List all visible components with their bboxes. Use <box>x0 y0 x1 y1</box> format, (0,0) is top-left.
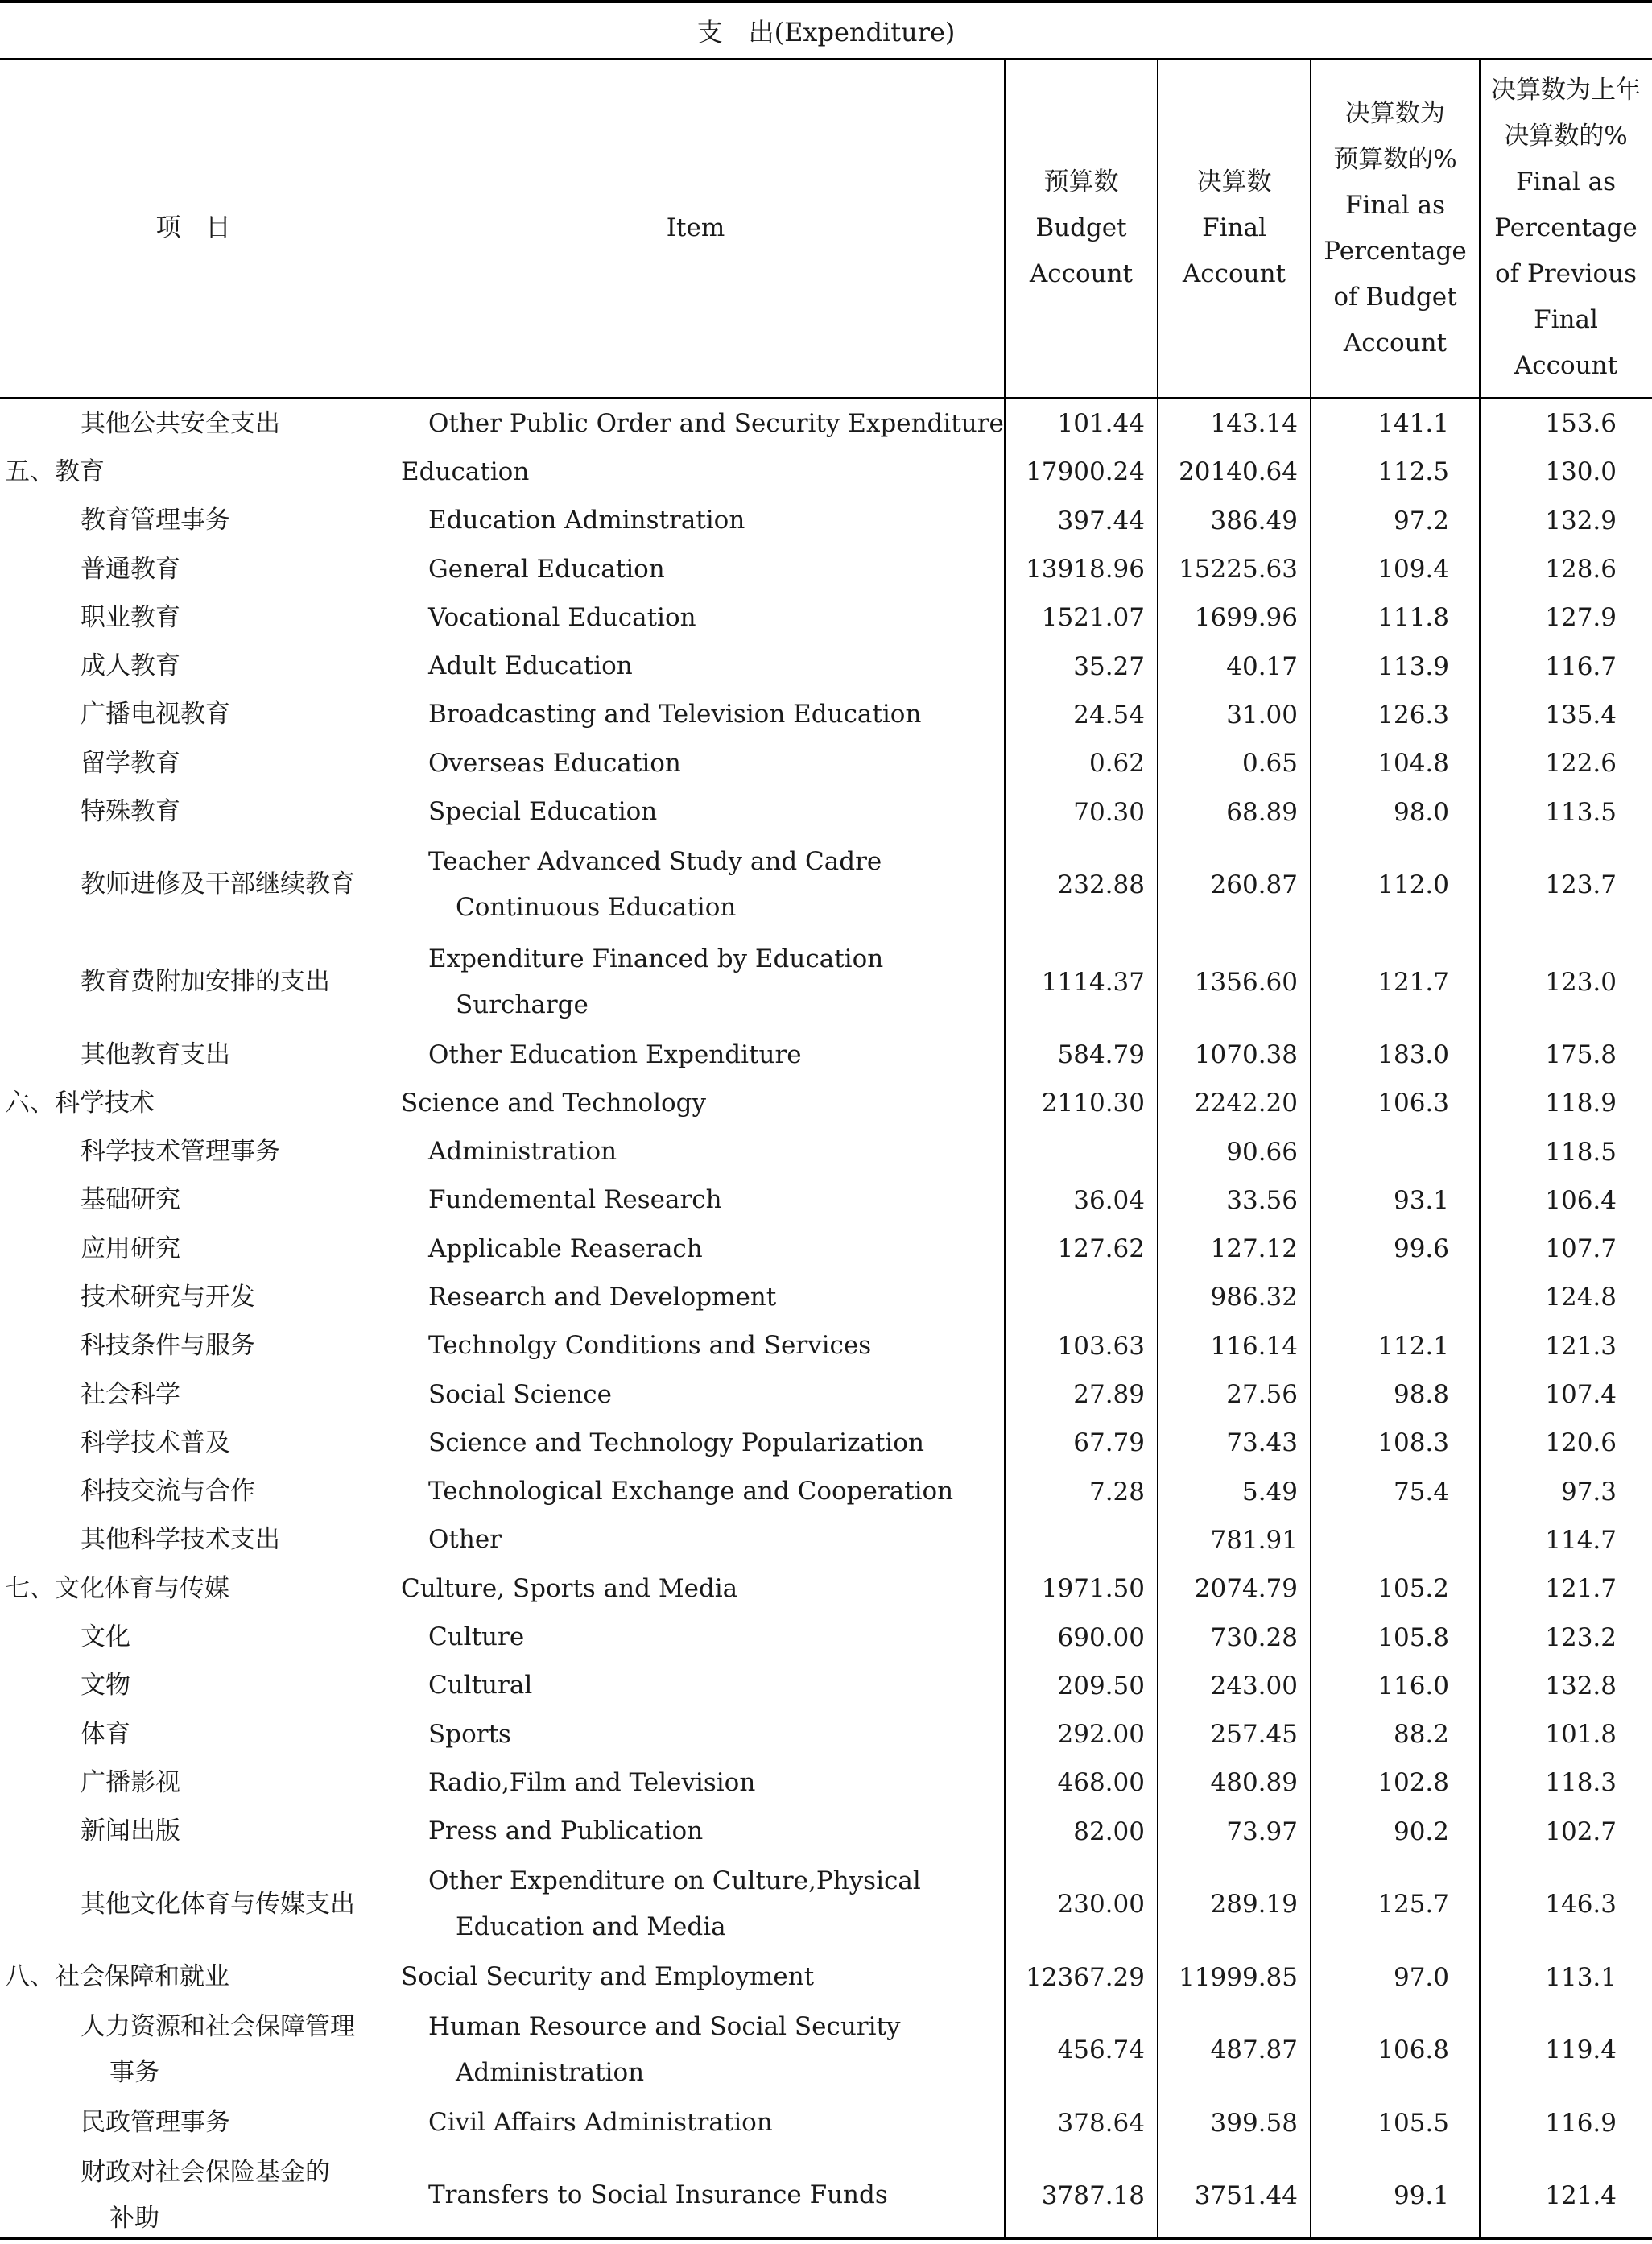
item-en-text: Radio,Film and Television <box>428 1767 756 1797</box>
item-en-text: Education Adminstration <box>428 506 745 535</box>
cell-final: 1070.38 <box>1194 1040 1298 1069</box>
item-en-text: Science and Technology <box>401 1088 707 1118</box>
item-en-text: Administration <box>456 2058 645 2088</box>
cell-pct-budget: 88.2 <box>1393 1720 1449 1750</box>
item-en-text: Culture <box>428 1622 525 1652</box>
cell-item-en <box>386 448 1019 496</box>
cell-pct-budget <box>1311 1516 1480 1564</box>
cell-pct-budget: 102.8 <box>1377 1768 1449 1798</box>
cell-budget: 82.00 <box>1073 1816 1145 1846</box>
cell-final: 243.00 <box>1210 1671 1298 1701</box>
item-cn-text: 技术研究与开发 <box>81 1282 255 1312</box>
cell-budget: 292.00 <box>1057 1720 1145 1750</box>
cell-budget: 209.50 <box>1057 1671 1145 1701</box>
item-en-text: Expenditure Financed by Education <box>428 944 884 973</box>
cell-pct-prev: 121.4 <box>1545 2180 1617 2210</box>
cell-budget: 36.04 <box>1073 1185 1145 1215</box>
table-row <box>0 593 1652 642</box>
cell-pct-budget: 105.2 <box>1377 1574 1449 1604</box>
cell-budget: 13918.96 <box>1026 555 1145 585</box>
cell-pct-budget: 106.8 <box>1377 2035 1449 2065</box>
cell-pct-prev: 127.9 <box>1545 603 1617 633</box>
cell-pct-budget: 106.3 <box>1377 1089 1449 1118</box>
item-en-text: Other Expenditure on Culture,Physical <box>428 1866 921 1896</box>
item-cn-text: 新闻出版 <box>81 1816 180 1846</box>
cell-item-cn <box>0 448 391 496</box>
item-en-text: Science and Technology Popularization <box>428 1428 924 1457</box>
table-row <box>0 1516 1652 1564</box>
cell-budget: 67.79 <box>1073 1428 1145 1458</box>
item-en-text: Other <box>428 1525 502 1555</box>
cell-pct-prev: 118.9 <box>1545 1089 1617 1118</box>
item-cn-text: 其他教育支出 <box>81 1039 230 1069</box>
cell-item-en <box>386 1856 1047 1953</box>
cell-budget: 1521.07 <box>1041 603 1145 633</box>
cell-pct-budget: 93.1 <box>1393 1185 1449 1215</box>
cell-item-cn <box>0 1564 391 1613</box>
table-row <box>0 545 1652 593</box>
table-row <box>0 399 1652 448</box>
cell-budget: 468.00 <box>1057 1768 1145 1798</box>
item-en-text: Special Education <box>428 797 658 827</box>
cell-pct-budget <box>1311 1127 1480 1176</box>
cell-budget: 12367.29 <box>1026 1962 1145 1992</box>
cell-final: 3751.44 <box>1194 2180 1298 2210</box>
cell-item-en <box>386 837 1047 934</box>
item-en-text: Social Science <box>428 1379 612 1409</box>
cell-pct-prev: 123.2 <box>1545 1622 1617 1652</box>
bottom-rule <box>0 2237 1652 2240</box>
item-cn-text: 七、文化体育与传媒 <box>5 1573 229 1603</box>
cell-final: 289.19 <box>1210 1890 1298 1920</box>
cell-final: 127.12 <box>1210 1234 1298 1264</box>
item-cn-text: 科学技术管理事务 <box>81 1137 280 1167</box>
cell-final: 73.97 <box>1226 1816 1298 1846</box>
cell-final: 986.32 <box>1210 1283 1298 1312</box>
item-cn-text: 教育费附加安排的支出 <box>81 967 330 997</box>
item-en-text: Broadcasting and Television Education <box>428 700 922 729</box>
item-en-text: Other Education Expenditure <box>428 1039 802 1069</box>
cell-item-en <box>386 739 1047 787</box>
item-en-text: Continuous Education <box>456 892 737 922</box>
item-cn-text: 科技条件与服务 <box>81 1331 255 1361</box>
cell-pct-prev: 121.3 <box>1545 1331 1617 1361</box>
cell-final: 781.91 <box>1210 1525 1298 1555</box>
cell-pct-prev: 113.5 <box>1545 797 1617 827</box>
cell-pct-budget: 75.4 <box>1393 1477 1449 1506</box>
item-cn-text: 留学教育 <box>81 748 180 778</box>
cell-pct-prev: 113.1 <box>1545 1962 1617 1992</box>
cell-pct-prev: 118.5 <box>1545 1137 1617 1167</box>
cell-item-en <box>386 1031 1047 1079</box>
table-row <box>0 933 1652 1031</box>
cell-final: 386.49 <box>1210 506 1298 535</box>
cell-final: 5.49 <box>1241 1477 1298 1506</box>
item-cn-text: 六、科学技术 <box>5 1088 155 1118</box>
item-en-text: Fundemental Research <box>428 1185 722 1215</box>
item-en-text: Technological Exchange and Cooperation <box>428 1477 954 1506</box>
cell-budget: 584.79 <box>1057 1040 1145 1069</box>
item-en-text: Applicable Reaserach <box>428 1234 703 1263</box>
cell-budget: 378.64 <box>1057 2108 1145 2138</box>
cell-pct-budget: 111.8 <box>1377 603 1449 633</box>
cell-budget: 0.62 <box>1088 749 1145 779</box>
cell-item-en <box>386 593 1047 642</box>
item-cn-text: 事务 <box>109 2058 159 2088</box>
cell-pct-budget: 97.2 <box>1393 506 1449 535</box>
cell-item-en <box>386 1662 1047 1710</box>
cell-final: 487.87 <box>1210 2035 1298 2065</box>
cell-item-en <box>386 1322 1047 1370</box>
item-en-text: Administration <box>428 1137 617 1167</box>
cell-item-en <box>386 497 1047 545</box>
table-row <box>0 1031 1652 1079</box>
cell-pct-budget: 98.8 <box>1393 1380 1449 1410</box>
item-en-text: Human Resource and Social Security <box>428 2012 901 2042</box>
item-cn-text: 普通教育 <box>81 554 180 584</box>
cell-item-en <box>386 545 1047 593</box>
table-row <box>0 1613 1652 1661</box>
item-cn-text: 五、教育 <box>5 457 105 486</box>
cell-item-en <box>386 1273 1047 1321</box>
cell-final: 480.89 <box>1210 1768 1298 1798</box>
cell-pct-budget: 97.0 <box>1393 1962 1449 1992</box>
item-en-text: Teacher Advanced Study and Cadre <box>428 846 882 876</box>
item-cn-text: 民政管理事务 <box>81 2108 230 2138</box>
cell-pct-prev: 120.6 <box>1545 1428 1617 1458</box>
cell-pct-prev: 128.6 <box>1545 555 1617 585</box>
item-en-text: Culture, Sports and Media <box>401 1573 738 1603</box>
item-cn-text: 社会科学 <box>81 1379 180 1409</box>
cell-final: 260.87 <box>1210 870 1298 899</box>
cell-pct-prev: 121.7 <box>1545 1574 1617 1604</box>
table-row <box>0 1758 1652 1807</box>
cell-pct-budget: 109.4 <box>1377 555 1449 585</box>
header-budget: 预算数 Budget Account <box>1029 167 1134 288</box>
cell-budget: 3787.18 <box>1041 2180 1145 2210</box>
item-en-text: Cultural <box>428 1671 533 1701</box>
cell-pct-budget: 90.2 <box>1393 1816 1449 1846</box>
cell-pct-prev: 132.9 <box>1545 506 1617 535</box>
item-en-text: Social Security and Employment <box>401 1962 815 1992</box>
cell-pct-prev: 123.7 <box>1545 870 1617 899</box>
header-pct-budget: 决算数为 预算数的% Final as Percentage of Budget Account <box>1324 98 1467 357</box>
item-cn-text: 体育 <box>81 1719 130 1749</box>
table-row <box>0 1127 1652 1176</box>
item-cn-text: 其他公共安全支出 <box>81 408 280 438</box>
cell-item-en <box>386 1564 1019 1613</box>
cell-final: 1699.96 <box>1194 603 1298 633</box>
table-body <box>0 399 1652 2244</box>
cell-pct-prev: 102.7 <box>1545 1816 1617 1846</box>
cell-final: 11999.85 <box>1179 1962 1298 1992</box>
cell-budget: 103.63 <box>1057 1331 1145 1361</box>
item-cn-text: 八、社会保障和就业 <box>5 1962 229 1992</box>
cell-pct-prev: 132.8 <box>1545 1671 1617 1701</box>
cell-item-en <box>386 1953 1019 2002</box>
item-cn-text: 教育管理事务 <box>81 506 230 535</box>
item-cn-text: 教师进修及干部继续教育 <box>81 870 355 899</box>
table-row <box>0 1468 1652 1516</box>
cell-pct-budget: 121.7 <box>1377 967 1449 997</box>
cell-final: 1356.60 <box>1194 967 1298 997</box>
cell-budget: 101.44 <box>1057 409 1145 439</box>
cell-pct-prev: 130.0 <box>1545 457 1617 487</box>
item-en-text: Education and Media <box>456 1912 726 1942</box>
cell-item-en <box>386 642 1047 690</box>
cell-pct-budget: 104.8 <box>1377 749 1449 779</box>
cell-item-en <box>386 1758 1047 1807</box>
table-row <box>0 1856 1652 1953</box>
cell-item-en <box>386 1419 1047 1467</box>
header-final: 决算数 Final Account <box>1182 167 1286 288</box>
table-row <box>0 1662 1652 1710</box>
cell-budget: 690.00 <box>1057 1622 1145 1652</box>
cell-budget: 397.44 <box>1057 506 1145 535</box>
cell-final: 33.56 <box>1226 1185 1298 1215</box>
cell-item-en <box>386 691 1047 739</box>
cell-final: 15225.63 <box>1179 555 1298 585</box>
cell-pct-prev: 118.3 <box>1545 1768 1617 1798</box>
cell-budget: 24.54 <box>1073 700 1145 729</box>
table-row <box>0 1273 1652 1321</box>
table-row <box>0 1710 1652 1758</box>
cell-pct-prev: 124.8 <box>1545 1283 1617 1312</box>
cell-item-en <box>386 1808 1047 1856</box>
cell-pct-budget <box>1311 1273 1480 1321</box>
table-row <box>0 497 1652 545</box>
cell-pct-prev: 123.0 <box>1545 967 1617 997</box>
table-row <box>0 2147 1652 2244</box>
item-en-text: Vocational Education <box>428 602 696 632</box>
table-row <box>0 739 1652 787</box>
item-cn-text: 文化 <box>81 1622 130 1652</box>
cell-budget: 456.74 <box>1057 2035 1145 2065</box>
cell-final: 31.00 <box>1226 700 1298 729</box>
table-row <box>0 1419 1652 1467</box>
cell-item-en <box>386 2098 1047 2147</box>
cell-pct-budget: 126.3 <box>1377 700 1449 729</box>
item-en-text: Sports <box>428 1719 511 1749</box>
table-row <box>0 837 1652 934</box>
cell-final: 27.56 <box>1226 1380 1298 1410</box>
cell-item-en <box>386 1710 1047 1758</box>
cell-final: 399.58 <box>1210 2108 1298 2138</box>
cell-pct-prev: 153.6 <box>1545 409 1617 439</box>
item-cn-text: 广播电视教育 <box>81 700 230 729</box>
cell-final: 143.14 <box>1210 409 1298 439</box>
cell-budget: 1971.50 <box>1041 1574 1145 1604</box>
cell-final: 730.28 <box>1210 1622 1298 1652</box>
item-en-text: Civil Affairs Administration <box>428 2108 773 2138</box>
cell-pct-budget: 99.6 <box>1393 1234 1449 1264</box>
item-cn-text: 特殊教育 <box>81 797 180 827</box>
item-en-text: Adult Education <box>428 651 633 681</box>
item-cn-text: 科学技术普及 <box>81 1428 230 1457</box>
cell-pct-budget: 112.5 <box>1377 457 1449 487</box>
cell-pct-prev: 97.3 <box>1560 1477 1617 1506</box>
cell-pct-prev: 146.3 <box>1545 1890 1617 1920</box>
table-title: 支 出(Expenditure) <box>696 17 956 48</box>
item-en-text: Technolgy Conditions and Services <box>428 1331 872 1361</box>
cell-pct-prev: 116.7 <box>1545 651 1617 681</box>
cell-budget <box>1005 1516 1158 1564</box>
cell-item-en <box>386 1468 1047 1516</box>
table-row <box>0 787 1652 836</box>
cell-pct-prev: 101.8 <box>1545 1720 1617 1750</box>
item-cn-text: 职业教育 <box>81 602 180 632</box>
item-en-text: Overseas Education <box>428 748 681 778</box>
table-row <box>0 691 1652 739</box>
cell-pct-prev: 175.8 <box>1545 1040 1617 1069</box>
table-row <box>0 1176 1652 1225</box>
cell-pct-budget: 98.0 <box>1393 797 1449 827</box>
cell-pct-budget: 108.3 <box>1377 1428 1449 1458</box>
cell-budget: 232.88 <box>1057 870 1145 899</box>
item-en-text: Education <box>401 457 530 486</box>
cell-budget: 230.00 <box>1057 1890 1145 1920</box>
cell-item-en <box>386 1176 1047 1225</box>
cell-pct-budget: 141.1 <box>1377 409 1449 439</box>
cell-budget: 35.27 <box>1073 651 1145 681</box>
cell-pct-budget: 112.0 <box>1377 870 1449 899</box>
cell-pct-prev: 119.4 <box>1545 2035 1617 2065</box>
cell-final: 0.65 <box>1241 749 1298 779</box>
cell-item-en <box>386 399 1047 448</box>
cell-pct-prev: 106.4 <box>1545 1185 1617 1215</box>
cell-item-en <box>386 2147 1047 2244</box>
cell-final: 257.45 <box>1210 1720 1298 1750</box>
cell-pct-budget: 112.1 <box>1377 1331 1449 1361</box>
cell-budget: 127.62 <box>1057 1234 1145 1264</box>
cell-final: 90.66 <box>1226 1137 1298 1167</box>
item-cn-text: 其他文化体育与传媒支出 <box>81 1889 355 1919</box>
cell-final: 40.17 <box>1226 651 1298 681</box>
cell-budget: 17900.24 <box>1026 457 1145 487</box>
cell-item-en <box>386 1516 1047 1564</box>
item-en-text: General Education <box>428 554 665 584</box>
cell-budget <box>1005 1273 1158 1321</box>
item-en-text: Other Public Order and Security Expenditure <box>428 408 1004 438</box>
item-cn-text: 科技交流与合作 <box>81 1477 255 1506</box>
cell-item-en <box>386 2002 1047 2099</box>
cell-final: 68.89 <box>1226 797 1298 827</box>
item-en-text: Research and Development <box>428 1282 777 1312</box>
cell-item-en <box>386 1079 1019 1127</box>
cell-item-en <box>386 1127 1047 1176</box>
cell-pct-budget: 183.0 <box>1377 1040 1449 1069</box>
table-row <box>0 1079 1652 1127</box>
item-cn-text: 成人教育 <box>81 651 180 681</box>
cell-pct-prev: 107.4 <box>1545 1380 1617 1410</box>
item-cn-text: 补助 <box>109 2203 159 2233</box>
header-en-item: Item <box>666 213 725 242</box>
header-pct-prev: 决算数为上年 决算数的% Final as Percentage of Previous Final Account <box>1491 76 1641 380</box>
table-row <box>0 2098 1652 2147</box>
item-cn-text: 文物 <box>81 1671 130 1701</box>
item-en-text: Surcharge <box>456 990 589 1019</box>
item-cn-text: 其他科学技术支出 <box>81 1525 280 1555</box>
cell-item-en <box>386 1225 1047 1273</box>
cell-pct-budget: 105.5 <box>1377 2108 1449 2138</box>
cell-pct-budget: 116.0 <box>1377 1671 1449 1701</box>
cell-budget: 27.89 <box>1073 1380 1145 1410</box>
cell-budget: 1114.37 <box>1041 967 1145 997</box>
cell-pct-prev: 114.7 <box>1545 1525 1617 1555</box>
cell-pct-budget: 99.1 <box>1393 2180 1449 2210</box>
item-cn-text: 财政对社会保险基金的 <box>81 2157 330 2187</box>
item-cn-text: 应用研究 <box>81 1234 180 1263</box>
cell-item-en <box>386 933 1047 1031</box>
cell-final: 20140.64 <box>1179 457 1298 487</box>
cell-pct-budget: 105.8 <box>1377 1622 1449 1652</box>
cell-item-en <box>386 787 1047 836</box>
table-row <box>0 1808 1652 1856</box>
cell-item-cn <box>0 1953 391 2002</box>
cell-pct-prev: 107.7 <box>1545 1234 1617 1264</box>
cell-pct-prev: 116.9 <box>1545 2108 1617 2138</box>
table-row <box>0 642 1652 690</box>
cell-final: 2242.20 <box>1194 1089 1298 1118</box>
cell-item-en <box>386 1613 1047 1661</box>
table-row <box>0 1370 1652 1419</box>
table-row <box>0 1322 1652 1370</box>
table-row <box>0 2002 1652 2099</box>
table-row <box>0 1564 1652 1613</box>
cell-budget <box>1005 1127 1158 1176</box>
item-cn-text: 基础研究 <box>81 1185 180 1215</box>
cell-pct-budget: 113.9 <box>1377 651 1449 681</box>
cell-pct-budget: 125.7 <box>1377 1890 1449 1920</box>
item-en-text: Press and Publication <box>428 1816 704 1846</box>
item-cn-text: 人力资源和社会保障管理 <box>81 2012 355 2042</box>
cell-final: 73.43 <box>1226 1428 1298 1458</box>
header-cn-item: 项 目 <box>155 213 231 242</box>
cell-pct-prev: 122.6 <box>1545 749 1617 779</box>
table-row <box>0 1953 1652 2002</box>
cell-item-en <box>386 1370 1047 1419</box>
cell-item-cn <box>0 1079 391 1127</box>
cell-final: 2074.79 <box>1194 1574 1298 1604</box>
cell-pct-prev: 135.4 <box>1545 700 1617 729</box>
cell-budget: 2110.30 <box>1041 1089 1145 1118</box>
cell-budget: 7.28 <box>1088 1477 1145 1506</box>
cell-budget: 70.30 <box>1073 797 1145 827</box>
cell-final: 116.14 <box>1210 1331 1298 1361</box>
item-en-text: Transfers to Social Insurance Funds <box>428 2180 888 2210</box>
table-row <box>0 1225 1652 1273</box>
table-row <box>0 448 1652 496</box>
item-cn-text: 广播影视 <box>81 1767 180 1797</box>
